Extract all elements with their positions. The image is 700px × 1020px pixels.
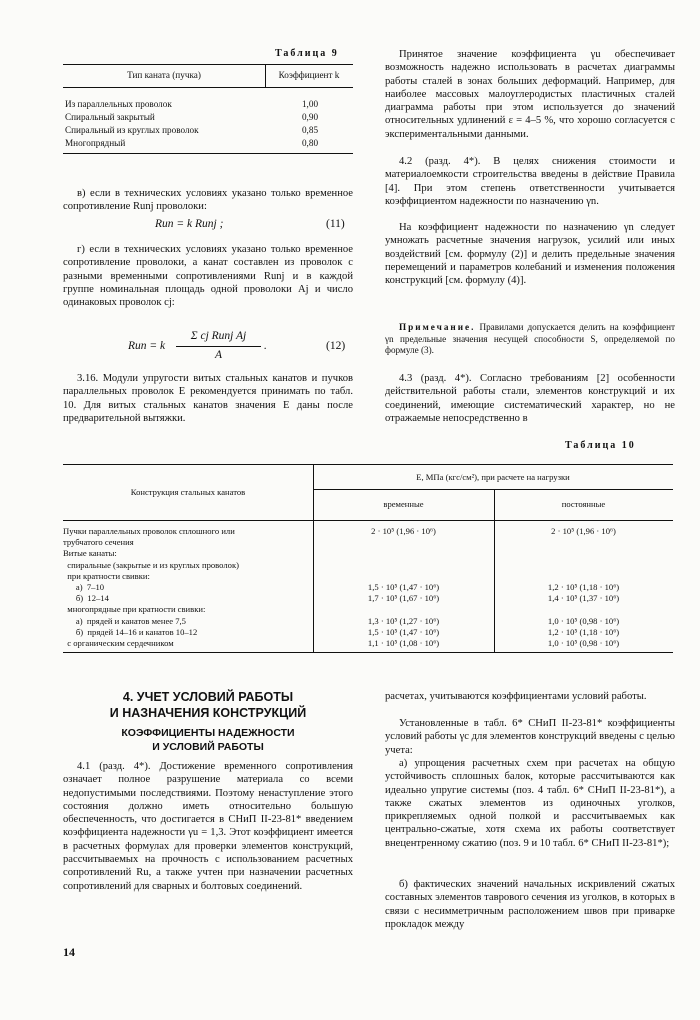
table-row: а) 7–10 1,5 · 10⁵ (1,47 · 10⁶) 1,2 · 10⁵ (1,18 · 10⁶) — [63, 581, 620, 592]
section-heading-line2: И НАЗНАЧЕНИЯ КОНСТРУКЦИЙ — [109, 706, 307, 720]
paragraph-gamma-u: Принятое значение коэффициента γu обеспечивает возможность надежно использовать в расчетах диаграммы работы сталей в зонах больших деформаций. Например, для наиболее массовых малоуглеродистых пластичных сталей диаграмма работы при этом используется до значений относительных удлинений ε = 4–5 %, что хорошо согласуется с экспериментальными данными. — [385, 49, 675, 140]
page-number: 14 — [63, 945, 75, 959]
paragraph-item-a: а) упрощения расчетных схем при расчетах на общую устойчивость сплошных балок, которые рассчитываются как идеально упругие системы (поз. 4 табл. 6* СНиП II-23-81*), а также сжатых элементов из одиночных уголков, прикрепляемых одной полкой и рассчитываемых как центрально-сжатые, хотя схема их работы соответствует внецентренному сжатию (поз. 9 и 10 табл. 6* СНиП II-23-81*); — [385, 758, 675, 849]
paragraph-4-2: 4.2 (разд. 4*). В целях снижения стоимости и материалоемкости строительства введены в действие Правила [4]. При этом степень ответственности учитывается коэффициентом надежности по назначению γn. — [385, 156, 675, 207]
table-row: спиральные (закрытые и из круглых проволок) — [63, 559, 239, 570]
paragraph-continuation: расчетах, учитываются коэффициентами условий работы. — [385, 691, 647, 702]
equation-12-numerator: Σ cj Runj Aj — [190, 330, 247, 342]
equation-11: Run = k Runj ; — [155, 218, 224, 230]
table-row: Спиральный закрытый 0,90 — [65, 111, 319, 122]
table10-rule-mid — [313, 489, 673, 490]
table10-col-perm: постоянные — [561, 499, 606, 509]
table9-rule-head — [63, 87, 353, 88]
table-row: при кратности свивки: — [63, 570, 150, 581]
equation-12-denominator: A — [214, 349, 223, 361]
table10-rule-top — [63, 464, 673, 465]
table-row: Из параллельных проволок 1,00 — [65, 98, 319, 109]
paragraph-4-3: 4.3 (разд. 4*). Согласно требованиям [2] особенности действительной работы стали, элементов конструкций и их соединений, имеющие систематический характер, но не отражаемые непосредственно в — [385, 373, 675, 424]
section-heading-line1: 4. УЧЕТ УСЛОВИЙ РАБОТЫ — [122, 690, 294, 704]
table9-rule-bottom — [63, 153, 353, 154]
note — [385, 322, 675, 357]
equation-12-number: (12) — [326, 340, 346, 352]
table9-rule-top — [63, 64, 353, 65]
table-row: Спиральный из круглых проволок 0,85 — [65, 124, 319, 135]
table-row: б) прядей 14–16 и канатов 10–12 1,5 · 10⁵ (1,47 · 10⁶) 1,2 · 10⁵ (1,18 · 10⁶) — [63, 626, 620, 637]
table10-body — [63, 526, 673, 649]
paragraph-table6: Установленные в табл. 6* СНиП II-23-81* коэффициенты условий работы γc для элементов конструкций введены с целью учета: — [385, 718, 675, 756]
note-text: Правилами допускается делить на коэффициент γn предельные значения несущей способности S, определяемой по формуле (3). — [385, 322, 675, 355]
table10-rule-bottom — [63, 652, 673, 653]
table10-body-divider-2 — [494, 520, 495, 652]
table-row: с органическим сердечником 1,1 · 10⁵ (1,08 · 10⁶) 1,0 · 10⁵ (0,98 · 10⁶) — [63, 637, 620, 648]
table-row: трубчатого сечения — [63, 537, 134, 548]
paragraph-v: в) если в технических условиях указано только временное сопротивление Runj проволоки: — [63, 188, 353, 213]
table10-body-divider-1 — [313, 520, 314, 652]
paragraph-item-b: б) фактических значений начальных искривлений сжатых составных элементов таврового сечения из уголков, в которых в связи с несимметричным расположением швов при приварке прокладок между — [385, 879, 675, 930]
table-row: многопрядные при кратности свивки: — [63, 604, 206, 615]
table-row: Многопрядный 0,80 — [65, 137, 319, 148]
table-row: а) прядей и канатов менее 7,5 1,3 · 10⁵ (1,27 · 10⁶) 1,0 · 10⁵ (0,98 · 10⁶) — [63, 615, 620, 626]
equation-12-dot: . — [264, 340, 267, 352]
subheading-line1: КОЭФФИЦИЕНТЫ НАДЕЖНОСТИ — [121, 727, 295, 739]
paragraph-g: г) если в технических условиях указано только временное сопротивление проволоки, а канат составлен из проволок с разными временными сопротивлениями Runj и в каждой группе номинальная площадь одной проволоки Aj и число одинаковых проволок cj: — [63, 244, 353, 309]
equation-12-fraction-bar — [176, 346, 261, 347]
subheading-line2: И УСЛОВИЙ РАБОТЫ — [152, 741, 264, 753]
table10-rule-head — [63, 520, 673, 521]
table-row: Пучки параллельных проволок сплошного или 2 · 10⁵ (1,96 · 10⁶) 2 · 10⁵ (1,96 · 10⁶) — [63, 526, 616, 536]
table10-col-temp: временные — [383, 499, 424, 509]
table9-col1-header: Тип каната (пучка) — [127, 70, 201, 80]
table10-caption: Таблица 10 — [565, 440, 636, 451]
paragraph-3-16: 3.16. Модули упругости витых стальных канатов и пучков параллельных проволок E рекомендуется принимать по табл. 10. Для витых стальных канатов значения E даны после предварительной вытяжки. — [63, 373, 353, 424]
table9-caption: Таблица 9 — [275, 48, 339, 59]
table10-col-e: E, МПа (кгс/см²), при расчете на нагрузки — [416, 472, 570, 482]
paragraph-4-1: 4.1 (разд. 4*). Достижение временного сопротивления означает полное разрушение материала со всеми недопустимыми последствиями. Поэтому ненаступление этого состояния должно иметь относительно большую обеспеченность, что достигается в СНиП II-23-81* введением коэффициента надежности γu = 1,3. Этот коэффициент имеется в расчетных формулах для проверки элементов конструкций, рассчитываемых на прочность с использованием расчетных сопротивлений Ru, а также учтен при назначении расчетных сопротивлений для сварных и болтовых соединений. — [63, 761, 353, 892]
paragraph-gamma-n: На коэффициент надежности по назначению γn следует умножать расчетные значения нагрузок, усилий или иных воздействий [см. формулу (2)] и делить предельные значения перемещений и параметров колебаний и изменения положения конструкций [см. формулу (4)]. — [385, 222, 675, 287]
equation-12-lhs: Run = k — [128, 340, 166, 352]
note-label: Примечание. — [399, 322, 476, 332]
table9-col2-header: Коэффициент k — [278, 70, 340, 80]
table10-col-construct: Конструкция стальных канатов — [130, 487, 246, 497]
table-row: б) 12–14 1,7 · 10⁵ (1,67 · 10⁶) 1,4 · 10⁵ (1,37 · 10⁶) — [63, 593, 620, 604]
equation-11-number: (11) — [326, 218, 345, 230]
table-row: Витые канаты: — [63, 548, 117, 559]
table9-body — [63, 97, 353, 149]
